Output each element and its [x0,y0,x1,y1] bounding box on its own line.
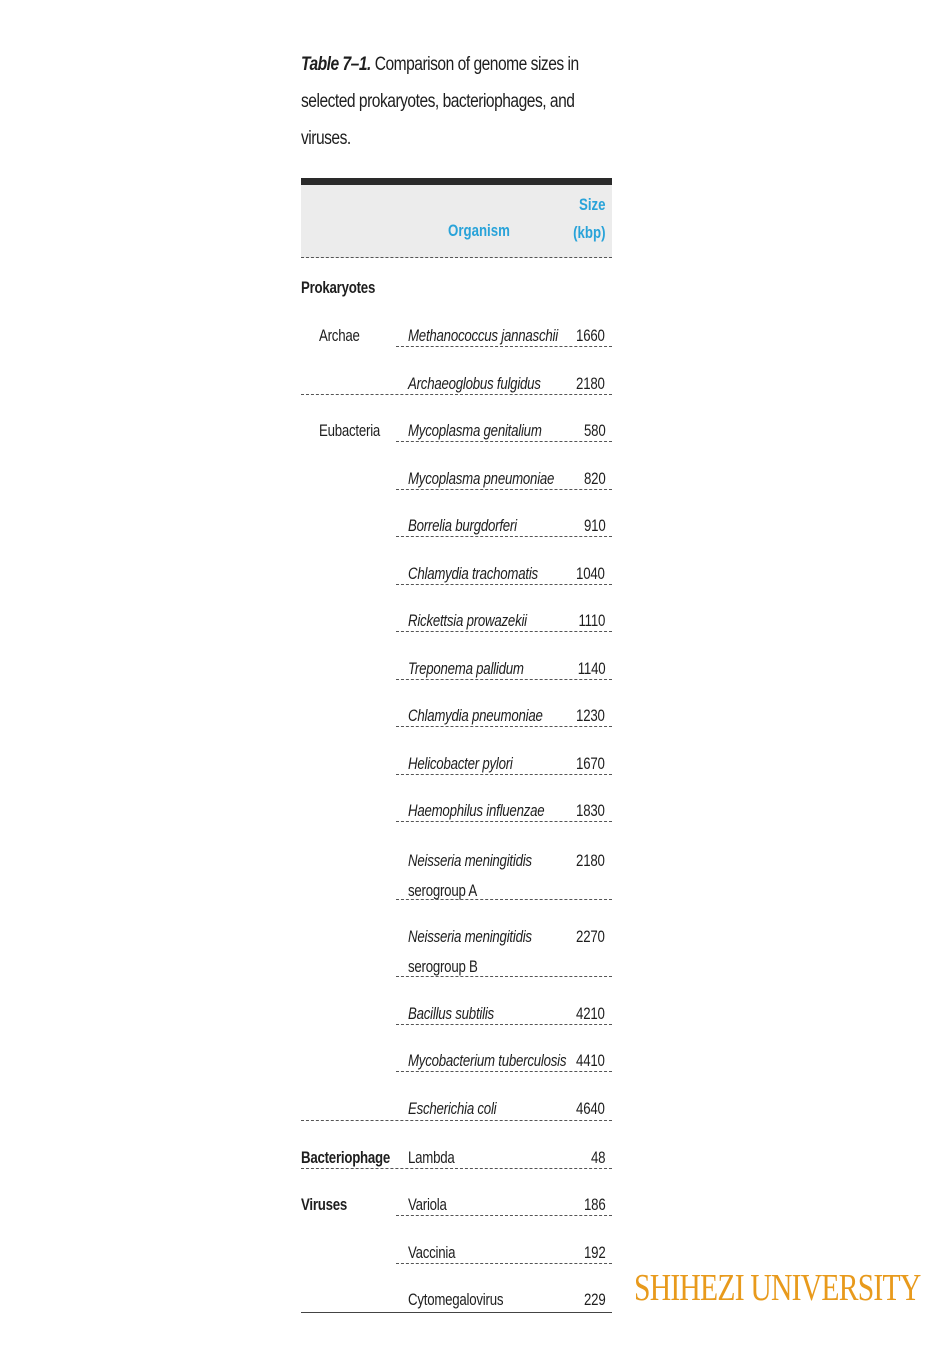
row-divider [301,1120,612,1121]
header-organism: Organism [448,221,510,240]
group-eubacteria: Eubacteria [319,421,381,440]
row-divider [396,726,612,727]
table-header [301,185,612,258]
genome-size: 1660 [576,326,605,345]
table-top-rule [301,178,612,185]
genome-size: 580 [583,421,605,440]
row-divider [396,489,612,490]
genome-size: 4640 [576,1099,605,1118]
genome-size: 910 [583,516,605,535]
genome-size: 2270 [576,927,605,946]
table-caption [301,46,613,157]
organism-name: Neisseria meningitidis [408,851,532,870]
table-label: Table 7–1. [301,54,371,75]
row-divider [396,976,612,977]
organism-name: Bacillus subtilis [408,1004,494,1023]
organism-name: Mycoplasma pneumoniae [408,469,555,488]
row-divider [396,899,612,900]
genome-size: 186 [583,1195,605,1214]
row-divider [396,1215,612,1216]
organism-name: Methanococcus jannaschii [408,326,558,345]
genome-size: 48 [590,1148,605,1167]
genome-size: 229 [583,1290,605,1309]
row-divider [396,1071,612,1072]
group-bacteriophage: Bacteriophage [301,1148,391,1167]
table-body [301,258,612,1358]
organism-serogroup: serogroup B [408,957,478,976]
genome-size: 1040 [576,564,605,583]
group-viruses: Viruses [301,1195,348,1214]
genome-size: 4210 [576,1004,605,1023]
organism-name: Vaccinia [408,1243,456,1262]
row-divider [396,1263,612,1264]
row-divider [396,346,612,347]
organism-serogroup: serogroup A [408,881,477,900]
genome-size-table [301,46,612,1358]
organism-name: Mycobacterium tuberculosis [408,1051,567,1070]
row-divider [301,1168,612,1169]
organism-name: Borrelia burgdorferi [408,516,517,535]
row-divider [396,1024,612,1025]
row-divider [396,631,612,632]
organism-name: Cytomegalovirus [408,1290,504,1309]
organism-name: Mycoplasma genitalium [408,421,542,440]
organism-name: Rickettsia prowazekii [408,611,527,630]
row-divider [396,774,612,775]
organism-name: Escherichia coli [408,1099,497,1118]
row-divider [396,536,612,537]
university-logo: SHIHEZI UNIVERSITY [634,1267,921,1309]
genome-size: 2180 [576,374,605,393]
caption-line1: Comparison of genome sizes in [374,54,579,75]
row-divider [396,821,612,822]
header-size [574,191,606,247]
row-divider [301,394,612,395]
genome-size: 1140 [577,659,605,678]
genome-size: 4410 [576,1051,605,1070]
row-divider [396,584,612,585]
organism-name: Archaeoglobus fulgidus [408,374,541,393]
genome-size: 820 [583,469,605,488]
genome-size: 192 [583,1243,605,1262]
caption-line2: selected prokaryotes, bacteriophages, and viruses. [301,91,575,149]
row-divider [396,441,612,442]
organism-name: Chlamydia pneumoniae [408,706,543,725]
organism-name: Neisseria meningitidis [408,927,532,946]
row-divider [396,679,612,680]
table-bottom-rule [301,1312,612,1313]
organism-name: Lambda [408,1148,455,1167]
organism-name: Helicobacter pylori [408,754,513,773]
header-size-line1: Size [579,195,606,214]
organism-name: Treponema pallidum [408,659,524,678]
genome-size: 1110 [578,611,605,630]
genome-size: 1830 [576,801,605,820]
genome-size: 1670 [576,754,605,773]
genome-size: 1230 [576,706,605,725]
organism-name: Variola [408,1195,447,1214]
header-size-line2: (kbp) [573,223,606,242]
genome-size: 2180 [576,851,605,870]
group-prokaryotes: Prokaryotes [301,278,376,297]
group-archae: Archae [319,326,360,345]
organism-name: Chlamydia trachomatis [408,564,538,583]
organism-name: Haemophilus influenzae [408,801,545,820]
